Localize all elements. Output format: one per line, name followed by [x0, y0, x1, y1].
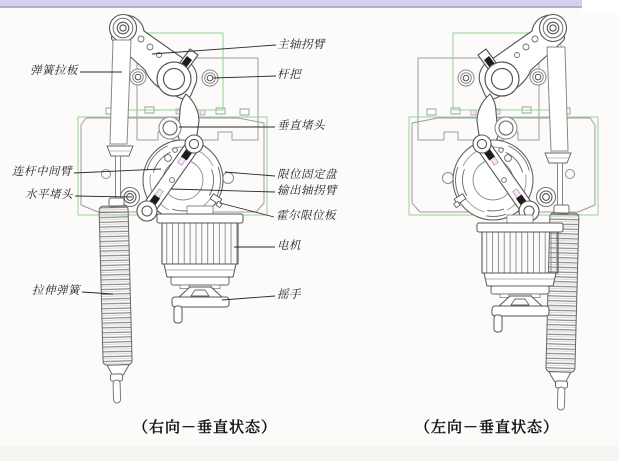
label-vertical-plug: 垂直堵头 — [277, 120, 325, 132]
left-spring-assembly — [99, 40, 133, 403]
label-output-shaft-crank-arm: 输出轴拐臂 — [277, 185, 337, 197]
right-machine-frame — [409, 15, 598, 223]
label-motor: 电机 — [277, 240, 301, 252]
label-main-shaft-crank-arm: 主轴拐臂 — [277, 39, 325, 51]
right-diagram — [409, 15, 598, 411]
caption-right-vertical-state: （右向－垂直状态） — [132, 420, 277, 436]
label-rod-handle: 杆把 — [277, 69, 301, 81]
label-crank-handle: 摇手 — [277, 289, 301, 301]
left-motor-assembly — [157, 206, 243, 323]
label-horizontal-plug: 水平堵头 — [25, 189, 73, 201]
leader-rod-handle — [213, 76, 276, 78]
left-diagram — [78, 15, 267, 404]
leader-crank-handle — [222, 296, 275, 300]
label-connecting-rod-middle-arm: 连杆中间臂 — [12, 166, 72, 178]
label-hall-limit-plate: 霍尔限位板 — [276, 210, 336, 222]
label-limit-fixing-disc: 限位固定盘 — [277, 169, 337, 181]
label-tension-spring: 拉伸弹簧 — [32, 285, 80, 297]
label-spring-pull-plate: 弹簧拉板 — [30, 65, 78, 77]
caption-left-vertical-state: （左向－垂直状态） — [414, 420, 559, 436]
